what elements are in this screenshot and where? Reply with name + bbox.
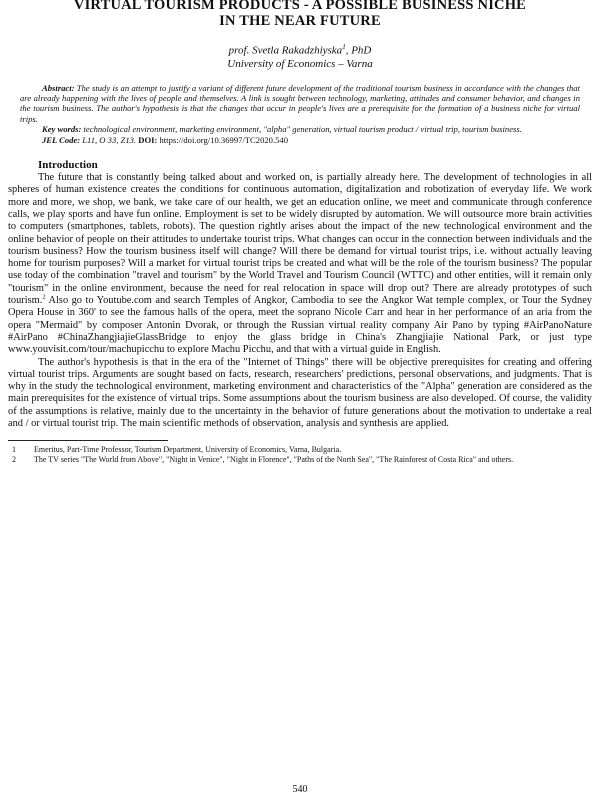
footnote-number: 2 <box>12 455 16 465</box>
abstract-label: Abstract: <box>42 82 75 93</box>
footnote-text: Emeritus, Part-Time Professor, Tourism Department, University of Economics, Varna, Bulgaria. <box>34 445 342 455</box>
paper-title <box>8 0 592 29</box>
keywords-text: technological environment, marketing environment, "alpha" generation, virtual tourism product / virtual trip, tourism business. <box>83 124 522 135</box>
introduction-body <box>8 172 592 430</box>
author-line <box>8 41 592 58</box>
jel-label: JEL Code: <box>42 134 81 145</box>
footnote-text: The TV series "The World from Above", "Night in Venice", "Night in Florence", "Paths of the North Sea", "The Rainforest of Costa Rica" and others. <box>34 455 514 465</box>
doi-label: DOI: <box>138 134 158 145</box>
author-block <box>8 41 592 71</box>
author-affiliation: University of Economics – Varna <box>227 57 373 70</box>
footnote-item <box>8 455 592 465</box>
abstract-block <box>20 83 580 145</box>
intro-paragraph-2: The author's hypothesis is that in the era of the "Internet of Things" there will be objective prerequisites for creating and offering virtual tourist trips. Arguments are sought based on facts, research, researchers' predictions, personal observations, and judgments. That is why in the study the technological environment, marketing environment and characteristics of the "Alpha" generation are considered as the main prerequisites for the existence of virtual trips. Some assumptions about the tourism business are also developed. Of course, the validity of the assumptions is relative, mainly due to the uncertainty in the behavior of future generations about the motivation to undertake a real and / or virtual tourist trip. The main scientific methods of observation, analysis and synthesis are applied. <box>8 356 592 430</box>
author-name: prof. Svetla Rakadzhiyska <box>228 44 343 57</box>
title-line-2: IN THE NEAR FUTURE <box>219 13 381 29</box>
abstract-paragraph <box>20 83 580 125</box>
intro-p1-part1: The future that is constantly being talked about and worked on, is partially already here. The development of technologies in all spheres of human existence creates the conditions for continuous automation, digitalization and robotization of everyday life. We work more and more, we shop, we bank, we take care of our health, we get an education online, we meet and communicate through conference calls, we play sports and have fun online. Employment is set to be widely disrupted by automation. We will outsource more brain activities to computers (smartphones, tablets, robots). The question rightly arises about the impact of the new technological environment and the online behavior of people on their attitudes to undertake tourist trips. What changes can occur in the connection between individuals and the tourism business? How the tourism business itself will change? Will there be demand for virtual tourist trips, i.e. without actually leaving home for tourism purposes? Will a market for virtual tourist trips be created and what will be the role of the tourism business? The popular use today of the combination "travel and tourism" by the World Travel and Tourism Council (WTTC) and other entities, will it remain only "tourism" in the online environment, because the need for real relocation in space will drop out? There are already prototypes of such tourism. <box>8 172 592 307</box>
keywords-label: Key words: <box>42 124 82 135</box>
author-degree: , PhD <box>345 44 372 57</box>
keywords-paragraph <box>20 124 580 134</box>
footnote-item <box>8 445 592 455</box>
jel-text: L11, O 33, Z13. <box>82 134 137 145</box>
introduction-heading: Introduction <box>38 159 98 172</box>
intro-p1-part2: Also go to Youtube.com and search Temples of Angkor, Cambodia to see the Angkor Wat temple complex, or Tour the Sydney Opera House in 360' to see the famous halls of the opera, meet the soprano Nicole Carr and hear in her performance of an aria from the opera "Mermaid" by composer Antonin Dvorak, or through the Russian virtual reality company Air Pano by typing #AirPanoNature #AirPano #ChinaZhangjiajieGlassBridge to enjoy the glass bridge in China's Zhangjiajie National Park, or just type www.youvisit.com/tour/machupicchu to explore Machu Picchu, and that with a virtual guide in English. <box>8 295 592 356</box>
author-footnote-mark: 1 <box>342 43 346 51</box>
footnotes <box>8 445 592 465</box>
footnote-number: 1 <box>12 445 16 455</box>
title-line-1: VIRTUAL TOURISM PRODUCTS - A POSSIBLE BUSINESS NICHE <box>73 0 527 13</box>
jel-paragraph <box>20 135 580 145</box>
footnote-2-mark: 2 <box>42 293 46 301</box>
abstract-text: The study is an attempt to justify a variant of different future development of the traditional tourism business in accordance with the changes that are already happening with the lives of people and themselves. A link is sought between technology, marketing, attitudes and consumer behavior, and changes in the tourism business. The author's hypothesis is that the changes that occur in people's lives are a prerequisite for the formation of a business niche for virtual trips. <box>20 82 580 124</box>
doi-link[interactable]: https://doi.org/10.36997/TC2020.540 <box>159 134 289 145</box>
page-number: 540 <box>292 784 308 795</box>
intro-paragraph-1 <box>8 172 592 356</box>
footnote-divider <box>8 440 168 441</box>
